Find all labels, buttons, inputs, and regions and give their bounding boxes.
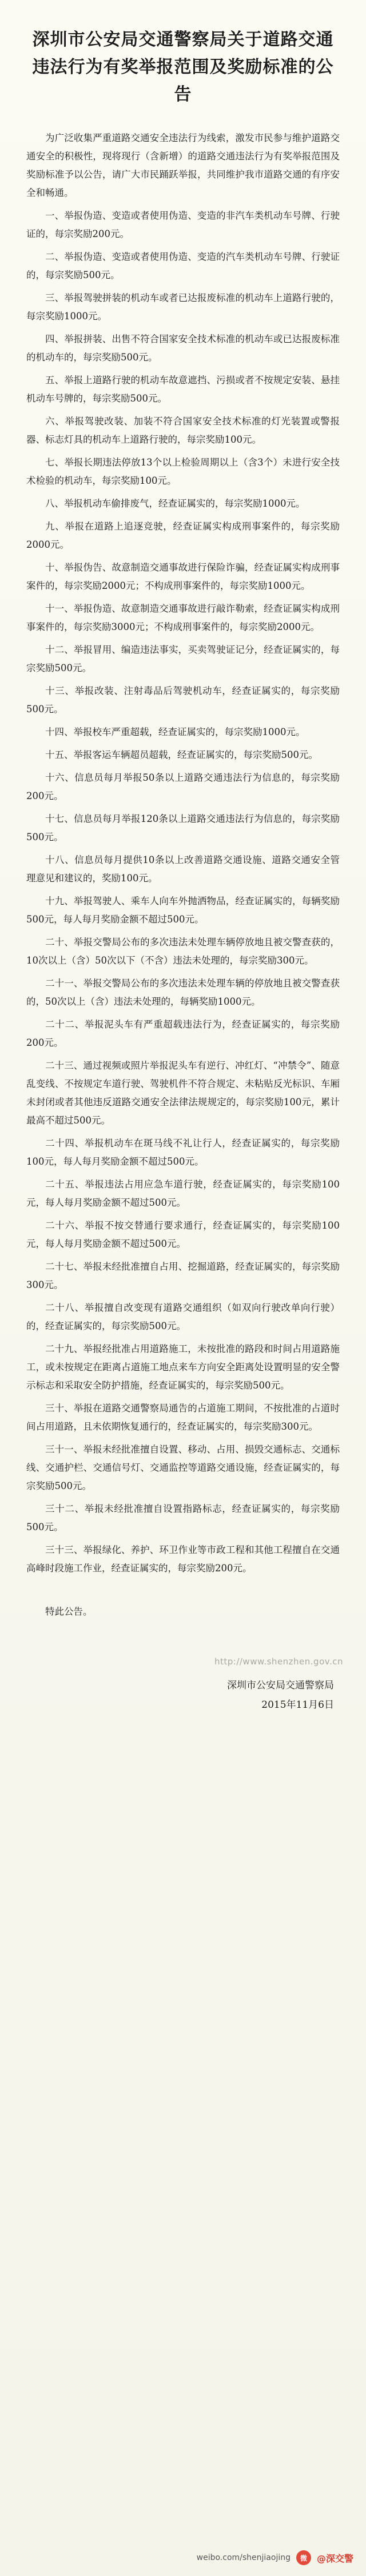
notice-item: 十六、信息员每月举报50条以上道路交通违法行为信息的，每宗奖励200元。	[26, 772, 340, 801]
notice-item: 七、举报长期违法停放13个以上检验周期以上（含3个）未进行安全技术检验的机动车，每宗奖励100元。	[26, 457, 340, 486]
notice-intro: 为广泛收集严重道路交通安全违法行为线索，激发市民参与维护道路交通安全的积极性，现将现行（含新增）的道路交通违法行为有奖举报范围及奖励标准予以公告，请广大市民踊跃举报，共同维护我市道路交通的有序安全和畅通。	[26, 133, 340, 198]
notice-item: 二十八、举报擅自改变现有道路交通组织（如双向行驶改单向行驶）的，经查证属实的，每宗奖励500元。	[26, 1302, 340, 1331]
notice-item: 六、举报驾驶改装、加装不符合国家安全技术标准的灯光装置或警报器、标志灯具的机动车上道路行驶的，每宗奖励100元。	[26, 416, 340, 445]
notice-item: 十、举报伪告、故意制造交通事故进行保险诈骗，经查证属实构成刑事案件的，每宗奖励2000元；不构成刑事案件的，每宗奖励1000元。	[26, 562, 340, 591]
notice-item: 二十、举报交警局公布的多次违法未处理车辆停放地且被交警查获的，10次以上（含）50次以下（不含）违法未处理的，每宗奖励300元。	[26, 937, 340, 966]
notice-item: 十三、举报改装、注射毒品后驾驶机动车，经查证属实的，每宗奖励500元。	[26, 685, 340, 715]
notice-item: 二十三、通过视频或照片举报泥头车有逆行、冲红灯、“冲禁令”、随意乱变线、不按规定车道行驶、驾驶机件不符合规定、未粘贴反光标识、车厢未封闭或者其他违反道路交通安全法律法规规定的，每宗奖励100元，累计最高不超过500元。	[26, 1060, 340, 1126]
weibo-logo-icon: 微	[296, 2550, 311, 2565]
notice-item: 二十一、举报交警局公布的多次违法未处理车辆的停放地且被交警查获的，50次以上（含）违法未处理的，每辆奖励1000元。	[26, 978, 340, 1007]
notice-item: 十一、举报伪造、故意制造交通事故进行敲诈勒索，经查证属实构成刑事案件的，每宗奖励3000元；不构成刑事案件的，每宗奖励2000元。	[26, 603, 340, 632]
notice-item: 十四、举报校车严重超载，经查证属实的，每宗奖励1000元。	[45, 727, 305, 737]
source-url: weibo.com/shenjiaojing	[196, 2553, 291, 2562]
watermark: http://www.shenzhen.gov.cn	[214, 1656, 343, 1667]
notice-date: 2015年11月6日	[261, 1699, 334, 1711]
notice-item: 二十六、举报不按交替通行要求通行，经查证属实的，每宗奖励100元，每人每月奖励金额不超过500元。	[26, 1220, 340, 1249]
account-handle: @深交警	[316, 2553, 353, 2564]
notice-item: 四、举报拼装、出售不符合国家安全技术标准的机动车或已达报废标准的机动车的，每宗奖励500元。	[26, 334, 340, 363]
notice-item: 二十二、举报泥头车有严重超载违法行为，经查证属实的，每宗奖励200元。	[26, 1019, 340, 1048]
notice-item: 五、举报上道路行驶的机动车故意遮挡、污损或者不按规定安装、悬挂机动车号牌的，每宗奖励500元。	[26, 375, 340, 404]
notice-title: 深圳市公安局交通警察局关于道路交通违法行为有奖举报范围及奖励标准的公告	[32, 30, 334, 105]
notice-item: 八、举报机动车偷排废气，经查证属实的，每宗奖励1000元。	[45, 498, 305, 509]
notice-item: 二、举报伪造、变造或者使用伪造、变造的汽车类机动车号牌、行驶证的，每宗奖励500元。	[26, 251, 340, 280]
notice-item: 十七、信息员每月举报120条以上道路交通违法行为信息的，每宗奖励500元。	[26, 813, 340, 842]
notice-item: 三十二、举报未经批准擅自设置指路标志，经查证属实的，每宗奖励500元。	[26, 1503, 340, 1532]
notice-item: 二十七、举报未经批准擅自占用、挖掘道路，经查证属实的，每宗奖励300元。	[26, 1261, 340, 1290]
notice-item: 十八、信息员每月提供10条以上改善道路交通设施、道路交通安全管理意见和建议的，奖励100元。	[26, 854, 340, 884]
notice-item: 一、举报伪造、变造或者使用伪造、变造的非汽车类机动车号牌、行驶证的，每宗奖励200元。	[26, 210, 340, 239]
notice-item: 二十四、举报机动车在斑马线不礼让行人，经查证属实的，每宗奖励100元，每人每月奖励金额不超过500元。	[26, 1138, 340, 1167]
notice-signature: 深圳市公安局交通警察局	[227, 1680, 334, 1691]
notice-items	[26, 207, 340, 1578]
notice-item: 三十三、举报绿化、养护、环卫作业等市政工程和其他工程擅自在交通高峰时段施工作业，经查证属实的，每宗奖励200元。	[26, 1544, 340, 1574]
notice-item: 十九、举报驾驶人、乘车人向车外抛洒物品，经查证属实的，每辆奖励500元，每人每月奖励金额不超过500元。	[26, 896, 340, 925]
notice-item: 九、举报在道路上追逐竞驶，经查证属实构成刑事案件的，每宗奖励2000元。	[26, 521, 340, 550]
notice-item: 二十九、举报经批准占用道路施工，未按批准的路段和时间占用道路施工，或未按规定在距离占道施工地点来车方向安全距离处设置明显的安全警示标志和采取安全防护措施，经查证属实的，每宗奖励500元。	[26, 1343, 340, 1391]
notice-item: 三十一、举报未经批准擅自设置、移动、占用、损毁交通标志、交通标线、交通护栏、交通信号灯、交通监控等道路交通设施，经查证属实的，每宗奖励500元。	[26, 1444, 340, 1491]
source-footer	[0, 2539, 366, 2576]
notice-item: 二十五、举报违法占用应急车道行驶，经查证属实的，每宗奖励100元，每人每月奖励金额不超过500元。	[26, 1179, 340, 1208]
notice-item: 三、举报驾驶拼装的机动车或者已达报废标准的机动车上道路行驶的，每宗奖励1000元。	[26, 292, 340, 322]
notice-closing: 特此公告。	[45, 1606, 93, 1617]
notice-item: 十二、举报冒用、编造违法事实，买卖驾驶证记分，经查证属实的，每宗奖励500元。	[26, 644, 340, 673]
notice-item: 十五、举报客运车辆超员超载，经查证属实的，每宗奖励500元。	[45, 749, 318, 760]
notice-item: 三十、举报在道路交通警察局通告的占道施工期间，不按批准的占道时间占用道路，且未依期恢复通行的，经查证属实的，每宗奖励300元。	[26, 1403, 340, 1432]
